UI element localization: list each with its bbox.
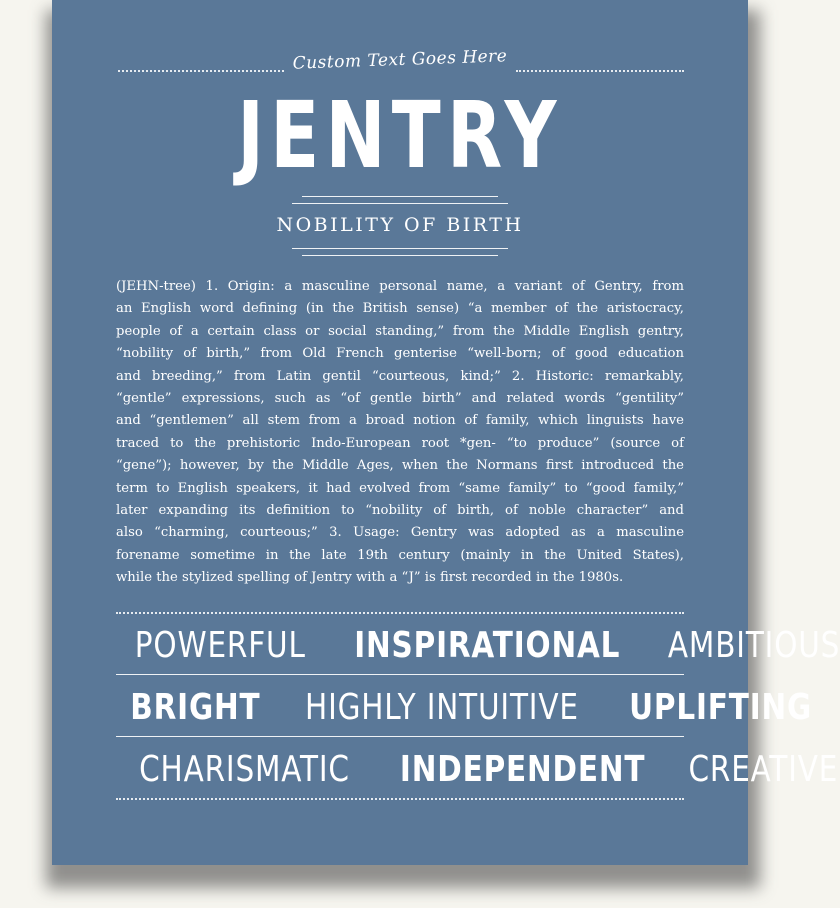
definition-line: an English word defining (in the British sense) “a member of the aristocracy, bbox=[116, 301, 684, 317]
name-meaning: NOBILITY OF BIRTH bbox=[276, 214, 524, 236]
definition-line: (JEHN-tree) 1. Origin: a masculine personal name, a variant of Gentry, from bbox=[116, 279, 684, 294]
rule-bottom-1 bbox=[292, 248, 508, 249]
poster-name: JENTRY bbox=[237, 82, 563, 189]
trait-word: UPLIFTING bbox=[628, 687, 812, 728]
trait-word: INDEPENDENT bbox=[399, 749, 646, 790]
definition-line: and breeding,” from Latin gentil “courteous, kind;” 2. Historic: remarkably, bbox=[116, 368, 684, 384]
trait-row-3 bbox=[116, 746, 839, 794]
definition-line: forename sometime in the late 19th century (mainly in the United States), bbox=[116, 547, 684, 563]
dotted-divider-traits-bottom bbox=[116, 798, 684, 800]
rule-top-1 bbox=[302, 196, 498, 197]
trait-word: BRIGHT bbox=[130, 687, 261, 728]
dotted-divider-right bbox=[516, 70, 684, 72]
trait-word: HIGHLY INTUITIVE bbox=[304, 687, 579, 728]
definition-line: term to English speakers, it had evolved from “same family” to “good family,” bbox=[116, 480, 684, 496]
definition-line: “gene”); however, by the Middle Ages, when the Normans first introduced the bbox=[116, 458, 684, 474]
definition-line: later expanding its definition to “nobility of birth, of noble character” and bbox=[116, 503, 684, 519]
trait-row-divider-2 bbox=[116, 736, 684, 737]
definition-line: while the stylized spelling of Jentry with a “J” is first recorded in the 1980s. bbox=[116, 570, 624, 586]
trait-row-1 bbox=[116, 622, 840, 670]
rule-bottom-2 bbox=[302, 255, 498, 256]
custom-tagline: Custom Text Goes Here bbox=[292, 46, 508, 74]
trait-row-divider-1 bbox=[116, 674, 684, 675]
rule-top-2 bbox=[292, 203, 508, 204]
definition-line: “nobility of birth,” from Old French genterise “well-born; of good education bbox=[116, 346, 684, 362]
definition-line: traced to the prehistoric Indo-European root *gen- “to produce” (source of bbox=[116, 435, 684, 451]
dotted-divider-left bbox=[118, 70, 284, 72]
definition-line: and “gentlemen” all stem from a broad notion of family, which linguists have bbox=[116, 413, 684, 429]
name-poster bbox=[52, 0, 840, 865]
trait-word: POWERFUL bbox=[134, 625, 306, 666]
definition-line: people of a certain class or social standing,” from the Middle English gentry, bbox=[116, 323, 684, 339]
trait-word: AMBITIOUS bbox=[667, 625, 840, 666]
trait-row-2 bbox=[116, 684, 812, 732]
dotted-divider-traits-top bbox=[116, 612, 684, 614]
trait-word: CREATIVE bbox=[688, 749, 839, 790]
name-definition bbox=[116, 276, 684, 590]
definition-line: also “charming, courteous;” 3. Usage: Gentry was adopted as a masculine bbox=[116, 525, 684, 541]
trait-word: CHARISMATIC bbox=[139, 749, 350, 790]
definition-line: “gentle” expressions, such as “of gentle birth” and related words “gentility” bbox=[116, 391, 684, 407]
trait-word: INSPIRATIONAL bbox=[353, 625, 620, 666]
